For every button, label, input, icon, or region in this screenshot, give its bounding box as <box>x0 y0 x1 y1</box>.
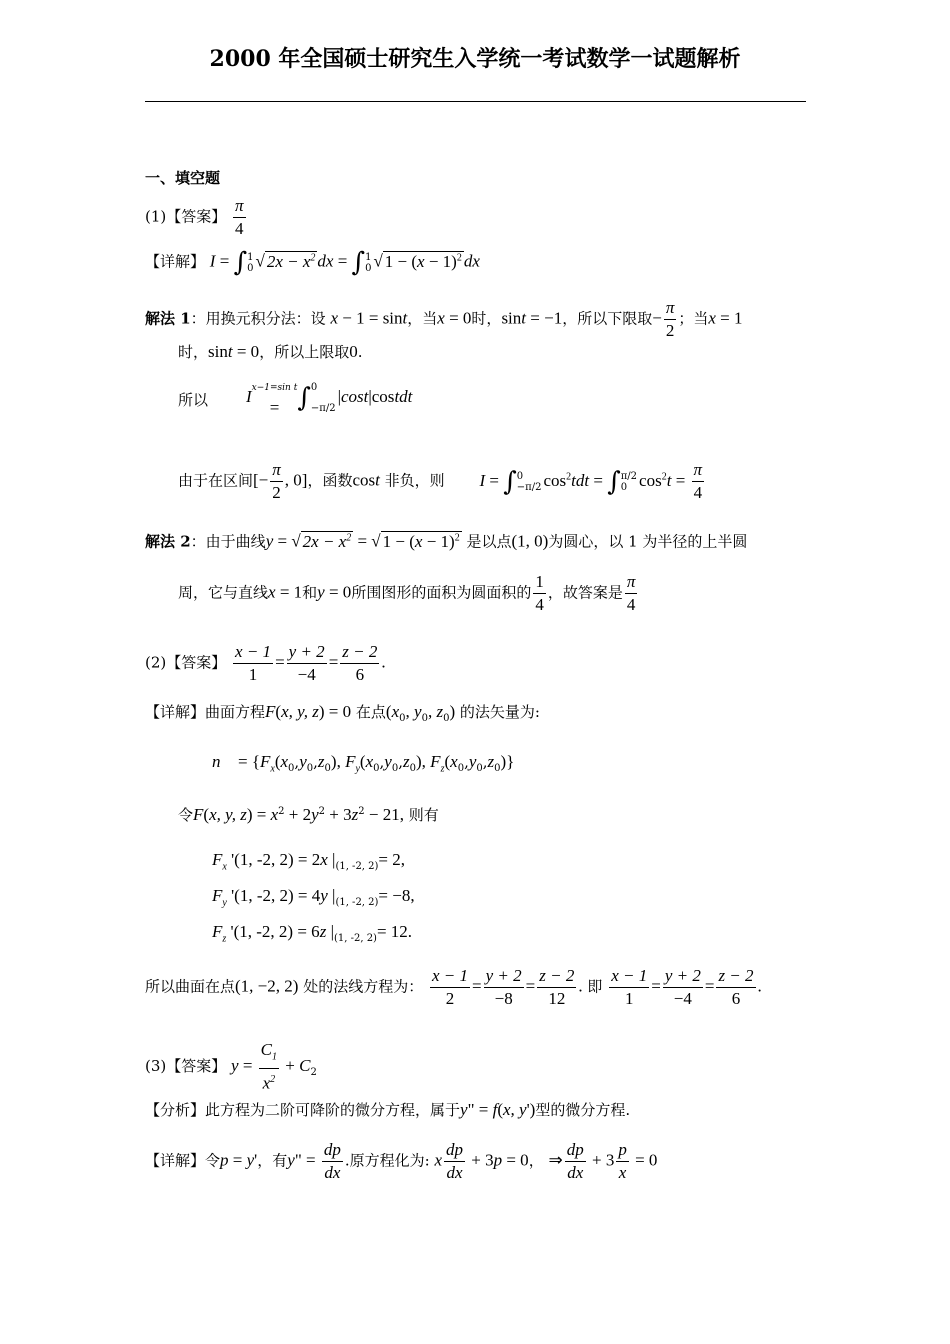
q1-substitution: I x−1=sin t = ∫ 0 −π/2 |cost|costdt <box>246 382 413 417</box>
q1-method2-line2: 周，它与直线x = 1和y = 0所围图形的面积为圆面积的 $\frac{1}{4}$ ，故答案是 $\frac{\pi}{4}$ <box>178 572 636 614</box>
q1-answer <box>145 196 248 239</box>
q2-conclusion: 所以曲面在点(1, −2, 2) 处的法线方程为： $\frac{x - 1}{2}$ = $\frac{y + 2}{-8}$ = $\frac{z - 2}{12}$ . 即 $\frac{x - 1}{1}$ = $\frac{y + 2}{-4}$ = $\frac{z - 2}{6}$ . <box>145 966 762 1008</box>
q2-answer: (2)【答案】 $\frac{x - 1}{1}$ = $\frac{y + 2}{-4}$ = $\frac{z - 2}{6}$ . <box>145 642 386 684</box>
title-rule <box>145 101 806 102</box>
q1-method2-line1: 解法 2：由于曲线y = √ $2x - x^2$ = √ $1 - (x - 1)^2$ 是以点(1, 0)为圆心，以 1 为半径的上半圆 <box>145 531 748 551</box>
page-title: 2000 年全国硕士研究生入学统一考试数学一试题解析 <box>209 46 741 72</box>
q1-method1-line2: 时，sint = 0，所以上限取0. <box>178 342 363 361</box>
q1-integral: I <box>209 251 216 271</box>
section-heading: 一、填空题 <box>145 169 221 187</box>
q1-because: 由于在区间[− $\frac{\pi}{2}$ , 0]，函数cost 非负，则 I = ∫ 0 −π/2 $\cos^2tdt$ = ∫ π/2 0 $\cos^2t$ = $\frac{\pi}{4}$ <box>178 460 703 502</box>
q1-detail-label: 【详解】 <box>145 252 206 271</box>
q2-detail: 【详解】曲面方程F(x, y, z) = 0 在点($x_0$, $y_0$, $z_0$) 的法矢量为: <box>145 702 540 724</box>
q3-detail: 【详解】令p = y'，有y" = $\frac{dp}{dx}$ .原方程化为: x $\frac{dp}{dx}$ + 3p = 0， ⇒ $\frac{dp}{dx}$ + 3 $\frac{p}{x}$ = 0 <box>145 1140 658 1182</box>
q3-answer: (3)【答案】 y = $\frac{C_1}{x^2}$ + $C_2$ <box>145 1040 317 1094</box>
q1-label: (1)【答案】 <box>145 207 227 226</box>
q2-fy: $F_y$ '(1, -2, 2) = 4y $|_{(1, -2, 2)}= -8$, <box>212 886 415 909</box>
q1-answer-fraction: $\frac{\pi}{4}$ <box>235 196 244 238</box>
q2-let: 令F(x, y, $z) = x^2 + 2y^2 + 3z^2 - 21$, 则有 <box>178 805 439 824</box>
q2-fz: $F_z$ '(1, -2, 2) = 6z $|_{(1, -2, 2)}= 12$. <box>212 922 413 945</box>
q1-detail: 【详解】 I = ∫ 1 0 √ $2x - x^2$ dx = ∫ 1 0 √ $1 - (x - 1)^2$ dx <box>145 247 480 278</box>
q2-fx: $F_x$ '(1, -2, 2) = 2x $|_{(1, -2, 2)}= 2$, <box>212 850 406 873</box>
q1-method1-line1: 解法 1：用换元积分法：设 x − 1 = sint，当x = 0时，sint = −1，所以下限取− $\frac{\pi}{2}$ ；当x = 1 <box>145 298 743 340</box>
q2-normal-vector: n⃗ = {$F_x(x_0,y_0,z_0)$, $F_y(x_0,y_0,z_0)$, $F_z(x_0,y_0,z_0)$} <box>212 752 515 775</box>
q1-so: 所以 <box>178 391 209 409</box>
q3-analysis: 【分析】此方程为二阶可降阶的微分方程，属于y" = f(x, y')型的微分方程. <box>145 1100 631 1119</box>
